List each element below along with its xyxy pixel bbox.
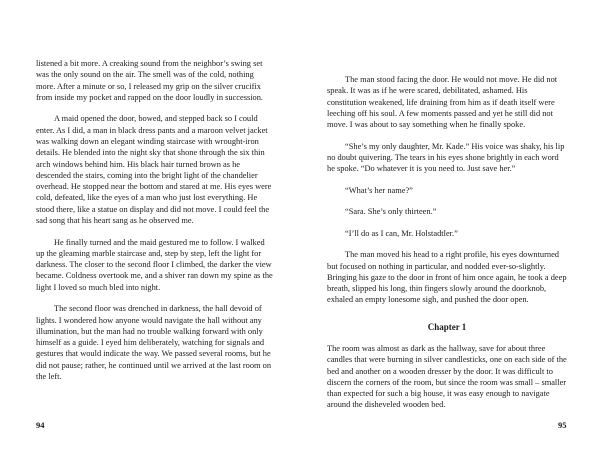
chapter-heading: Chapter 1 [427,321,467,332]
page-number-left: 94 [36,420,45,430]
paragraph: “She’s my only daughter, Mr. Kade.” His voice was shaky, his lip no doubt quivering. The tears in his eyes shone brightly in each word he spoke. “Do whatever it is you need to. Just save her.” [327,141,565,174]
paragraph: The man stood facing the door. He would not move. He did not speak. It was as if he were scared, debilitated, ashamed. His constitution weakened, life draining from him as if death itself were leeching off his soul. A few moments passed and yet he still did not move. I was about to say something when he finally spoke. [327,75,558,130]
paragraph: “What’s her name?” [345,185,413,195]
right-page [300,0,600,463]
paragraph: He finally turned and the maid gestured me to follow. I walked up the gleaming marble staircase and, step by step, left the light for darkness. The closer to the second floor I climbed, the darker the view became. Coldness overtook me, and a shiver ran down my spine as the light I loved so much bled into night. [36,237,273,292]
paragraph: listened a bit more. A creaking sound from the neighbor’s swing set was the only sound on the air. The smell was of the cold, nothing more. After a minute or so, I released my grip on the silver crucifix from inside my pocket and rapped on the door loudly in succession. [36,59,264,102]
paragraph: The man moved his head to a right profile, his eyes downturned but focused on nothing in particular, and nodded ever-so-slightly. Bringing his gaze to the door in front of him once again, he took a deep breath, slipped his long, thin fingers slowly around the doorknob, exhaled an empty lonesome sigh, and pushed the door open. [327,250,567,305]
page-number-right: 95 [558,420,567,430]
paragraph: “I’ll do as I can, Mr. Holstadtler.” [345,228,458,238]
paragraph: A maid opened the door, bowed, and stepped back so I could enter. As I did, a man in black dress pants and a maroon velvet jacket was walking down an elegant winding staircase with wrought-iron details. He blended into the night sky that shone through the six thin arch windows behind him. His black hair turned brown as he descended the stairs, coming into the bright light of the chandelier overhead. He stopped near the bottom and stared at me. His eyes were cold, defeated, like the eyes of a man who just lost everything. He stood there, like a statue on display and did not move. I could feel the sad song that his heart sang as he observed me. [36,114,272,226]
paragraph: The second floor was drenched in darkness, the hall devoid of lights. I wondered how anyone would navigate the hall without any illumination, but the man had no trouble walking forward with only himself as a guide. I eyed him deliberately, watching for signals and gestures that would indicate the way. We passed several rooms, but he did not pause; rather, he continued until we arrived at the last room on the left. [36,304,272,381]
right-page-text [327,74,567,421]
left-page-text [36,58,274,392]
paragraph: “Sara. She’s only thirteen.” [345,207,437,217]
paragraph: The room was almost as dark as the hallway, save for about three candles that were burning in silver candlesticks, one on each side of the bed and another on a wooden dresser by the door. It was difficult to discern the corners of the room, but since the room was small – smaller than expected for such a big house, it was easy enough to navigate around the disheveled wooden bed. [327,343,567,410]
